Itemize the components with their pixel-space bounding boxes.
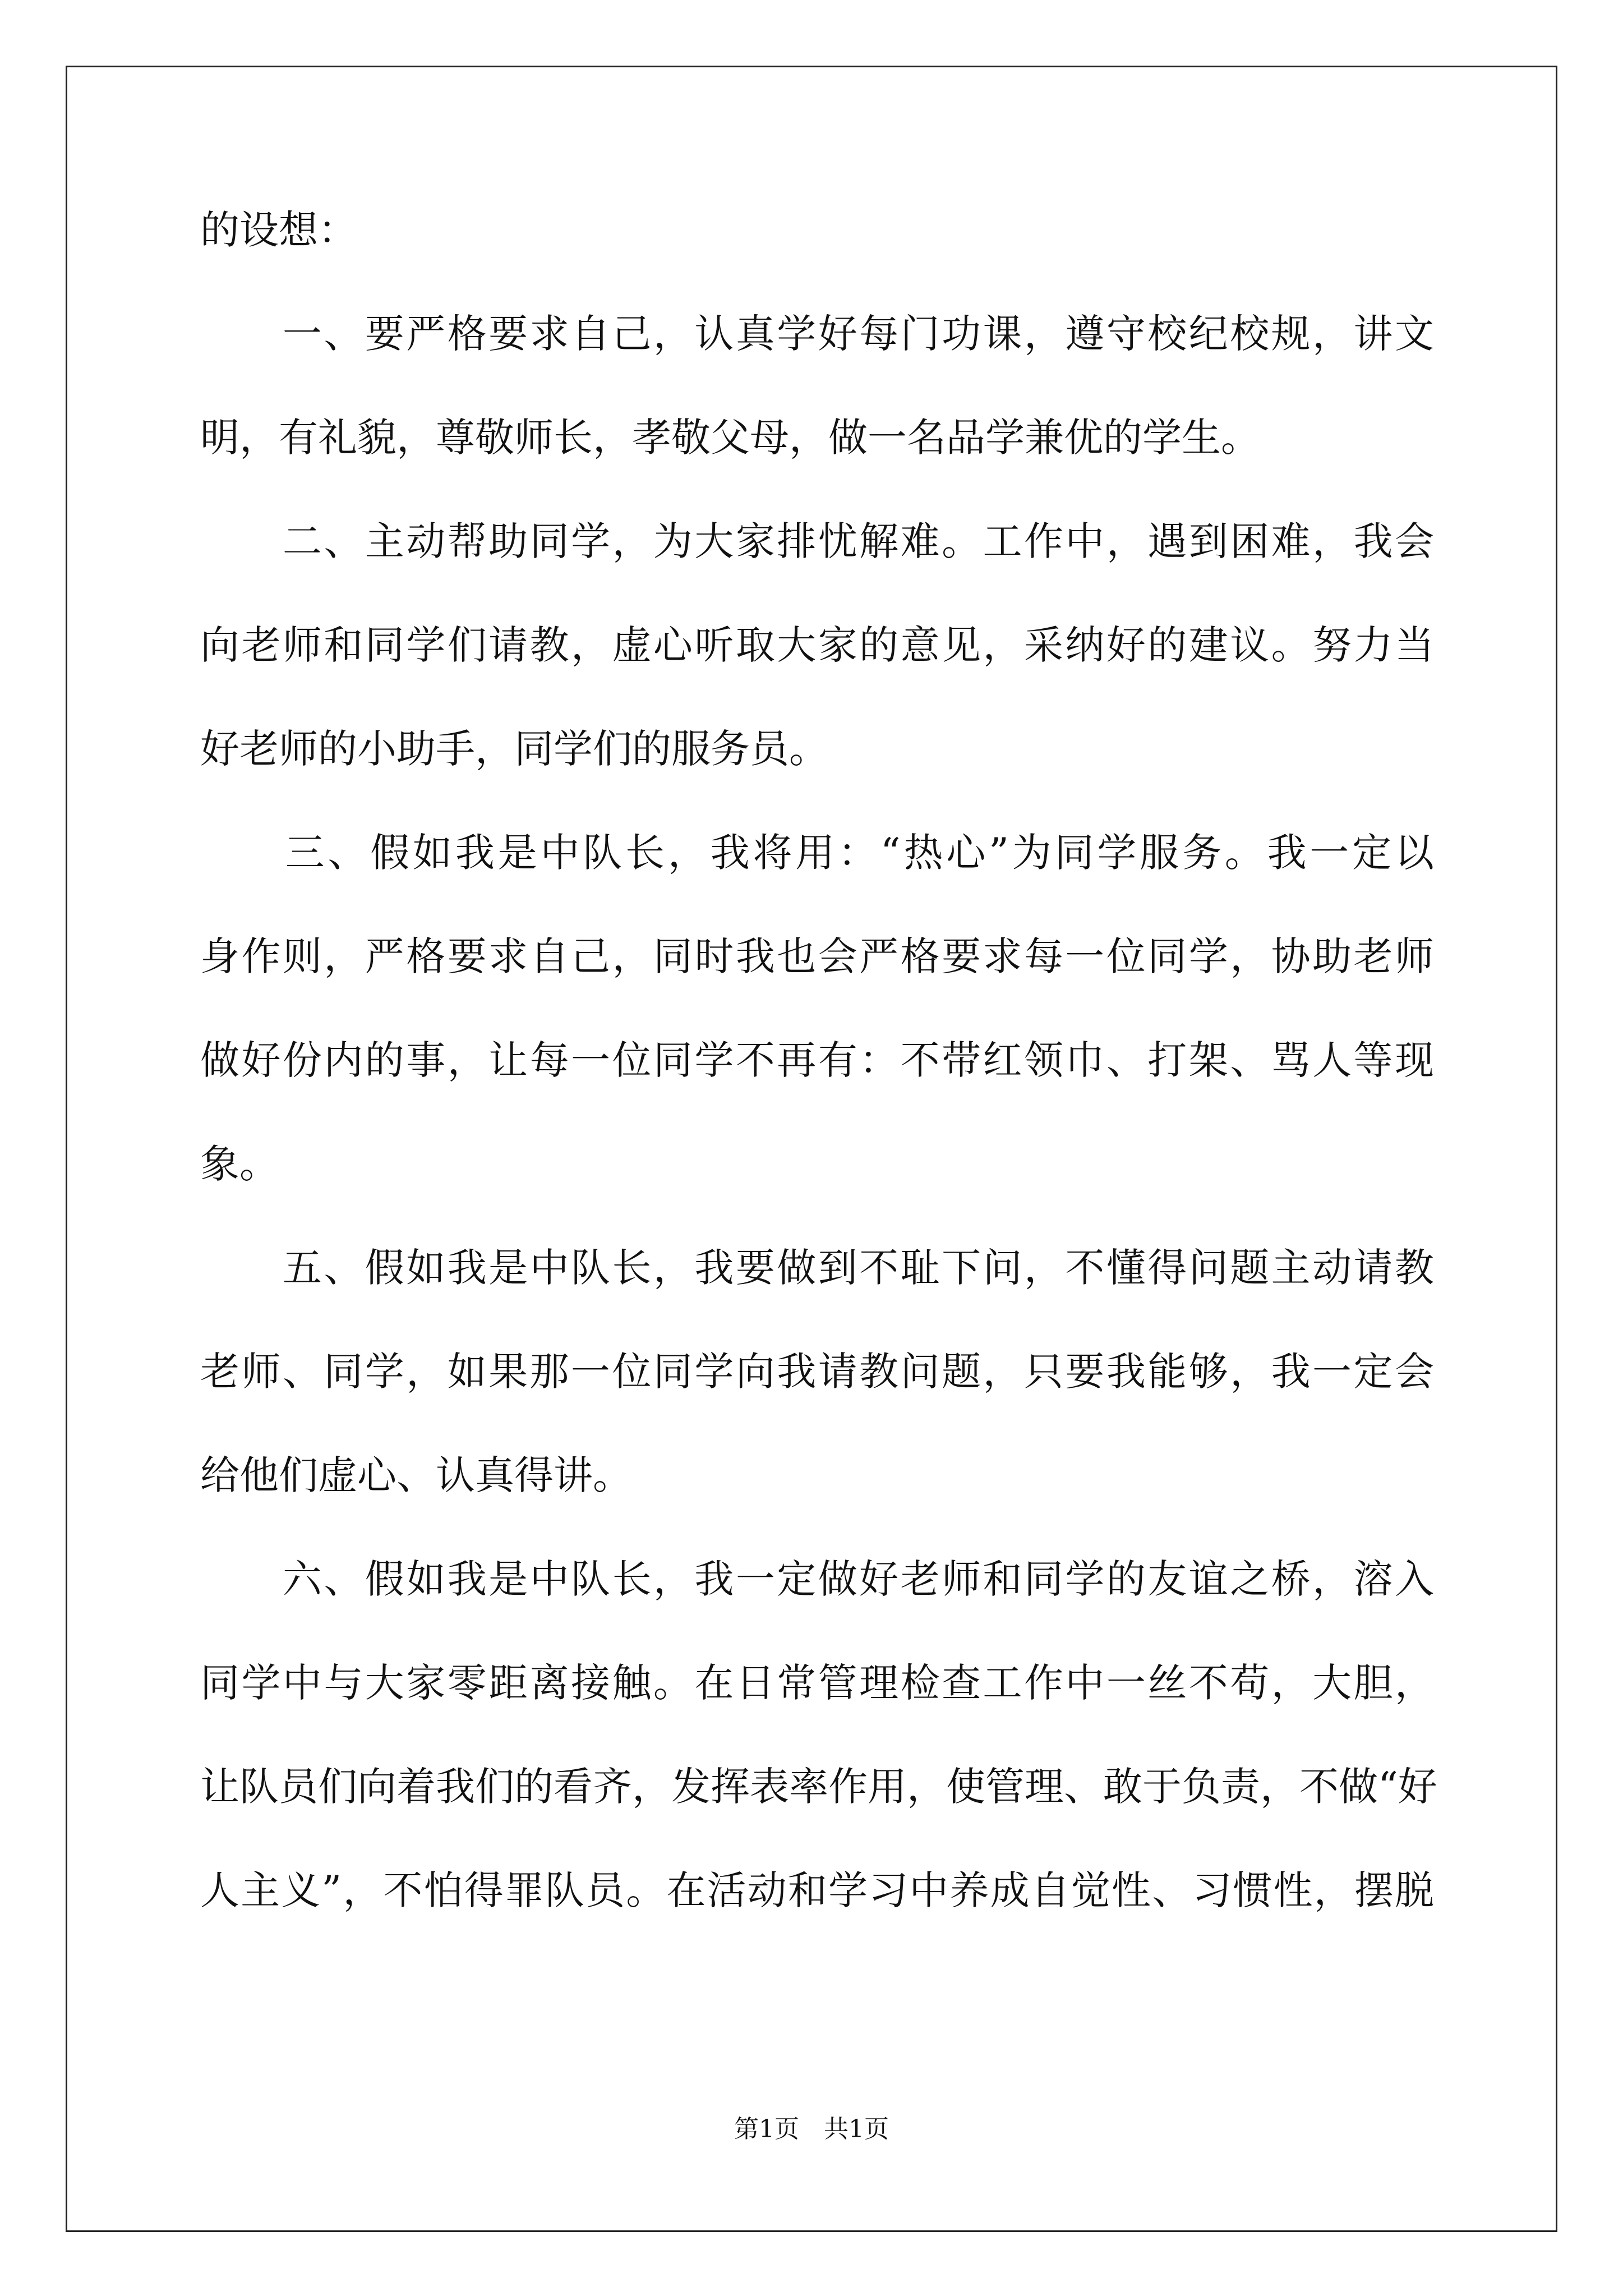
text-line: 六、假如我是中队长，我一定做好老师和同学的友谊之桥，溶入 — [200, 1556, 1434, 1602]
text-line: 人主义”，不怕得罪队员。在活动和学习中养成自觉性、习惯性，摆脱 — [200, 1867, 1434, 1913]
text-line: 身作则，严格要求自己，同时我也会严格要求每一位同学，协助老师 — [200, 933, 1434, 979]
text-line: 三、假如我是中队长，我将用：“热心”为同学服务。我一定以 — [200, 830, 1434, 876]
text-line: 做好份内的事，让每一位同学不再有：不带红领巾、打架、骂人等现 — [200, 1037, 1434, 1083]
text-line: 象。 — [200, 1141, 279, 1187]
text-line: 明，有礼貌，尊敬师长，孝敬父母，做一名品学兼优的学生。 — [200, 415, 1260, 461]
page-number-footer: 第1页 共1页 — [734, 2115, 889, 2143]
text-line: 二、主动帮助同学，为大家排忧解难。工作中，遇到困难，我会 — [200, 518, 1434, 564]
text-line: 的设想： — [200, 207, 357, 253]
text-line: 五、假如我是中队长，我要做到不耻下问，不懂得问题主动请教 — [200, 1245, 1434, 1291]
text-line: 向老师和同学们请教，虚心听取大家的意见，采纳好的建议。努力当 — [200, 622, 1434, 668]
text-line: 好老师的小助手，同学们的服务员。 — [200, 726, 828, 772]
text-line: 老师、同学，如果那一位同学向我请教问题，只要我能够，我一定会 — [200, 1349, 1434, 1395]
text-line: 让队员们向着我们的看齐，发挥表率作用，使管理、敢于负责，不做“好 — [200, 1764, 1437, 1810]
text-line: 同学中与大家零距离接触。在日常管理检查工作中一丝不苟，大胆， — [200, 1660, 1434, 1706]
text-line: 一、要严格要求自己，认真学好每门功课，遵守校纪校规，讲文 — [200, 311, 1434, 357]
text-line: 给他们虚心、认真得讲。 — [200, 1452, 632, 1498]
